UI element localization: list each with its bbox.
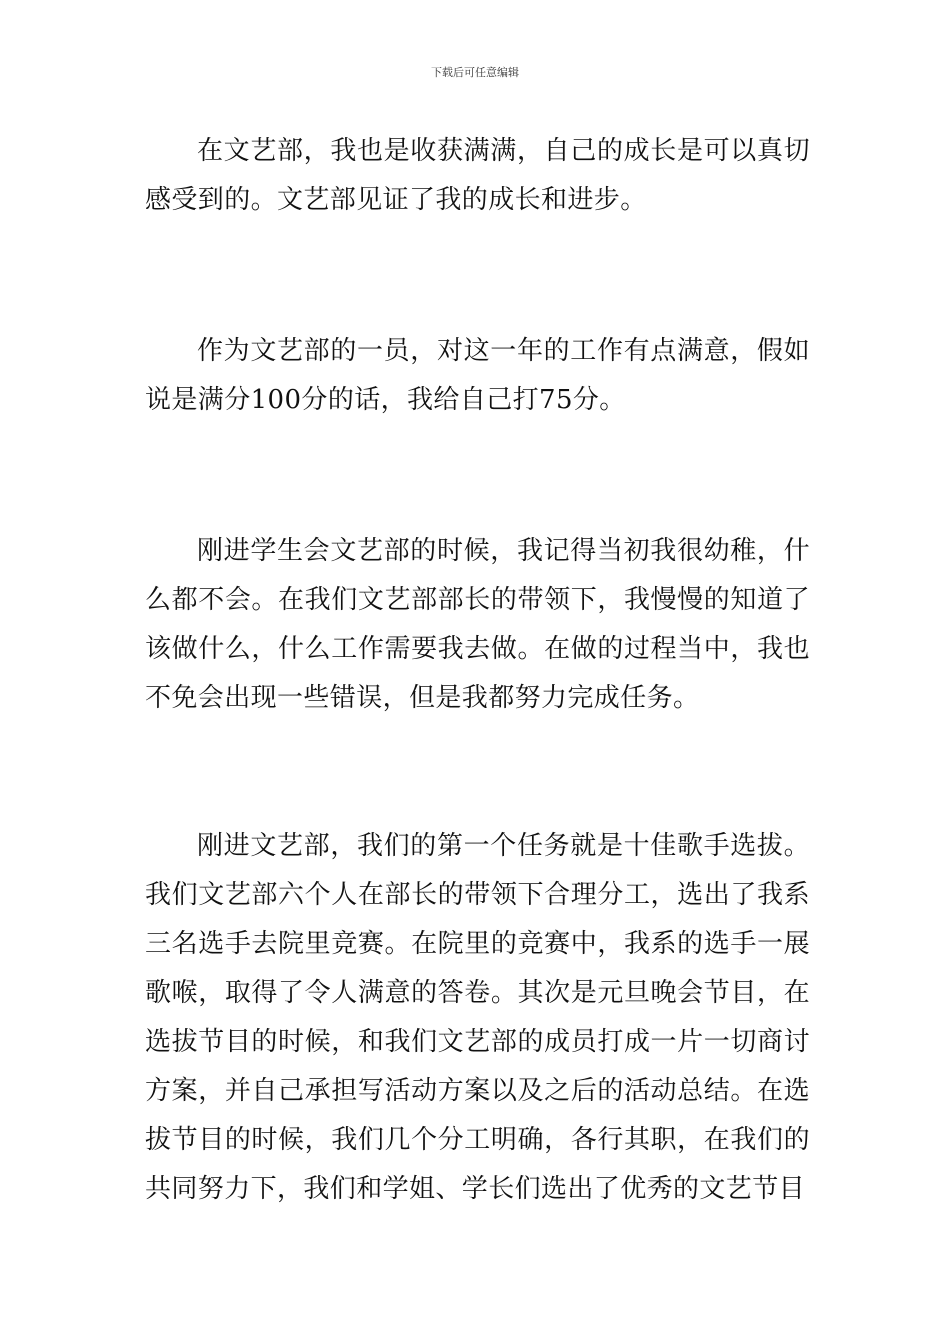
paragraph-1: 在文艺部，我也是收获满满，自己的成长是可以真切感受到的。文艺部见证了我的成长和进步。	[145, 136, 810, 215]
paragraph-4: 刚进文艺部，我们的第一个任务就是十佳歌手选拔。我们文艺部六个人在部长的带领下合理分工，选出了我系三名选手去院里竞赛。在院里的竞赛中，我系的选手一展歌喉，取得了令人满意的答卷。其次是元旦晚会节目，在选拔节目的时候，和我们文艺部的成员打成一片一切商讨方案，并自己承担写活动方案以及之后的活动总结。在选拔节目的时候，我们几个分工明确，各行其职，在我们的共同努力下，我们和学姐、学长们选出了优秀的文艺节目	[145, 831, 810, 1204]
paragraph-3: 刚进学生会文艺部的时候，我记得当初我很幼稚，什么都不会。在我们文艺部部长的带领下，我慢慢的知道了该做什么，什么工作需要我去做。在做的过程当中，我也不免会出现一些错误，但是我都努力完成任务。	[145, 536, 810, 713]
paragraph-2: 作为文艺部的一员，对这一年的工作有点满意，假如说是满分100分的话，我给自己打75分。	[145, 336, 810, 415]
page-header: 下载后可任意编辑	[431, 66, 519, 79]
